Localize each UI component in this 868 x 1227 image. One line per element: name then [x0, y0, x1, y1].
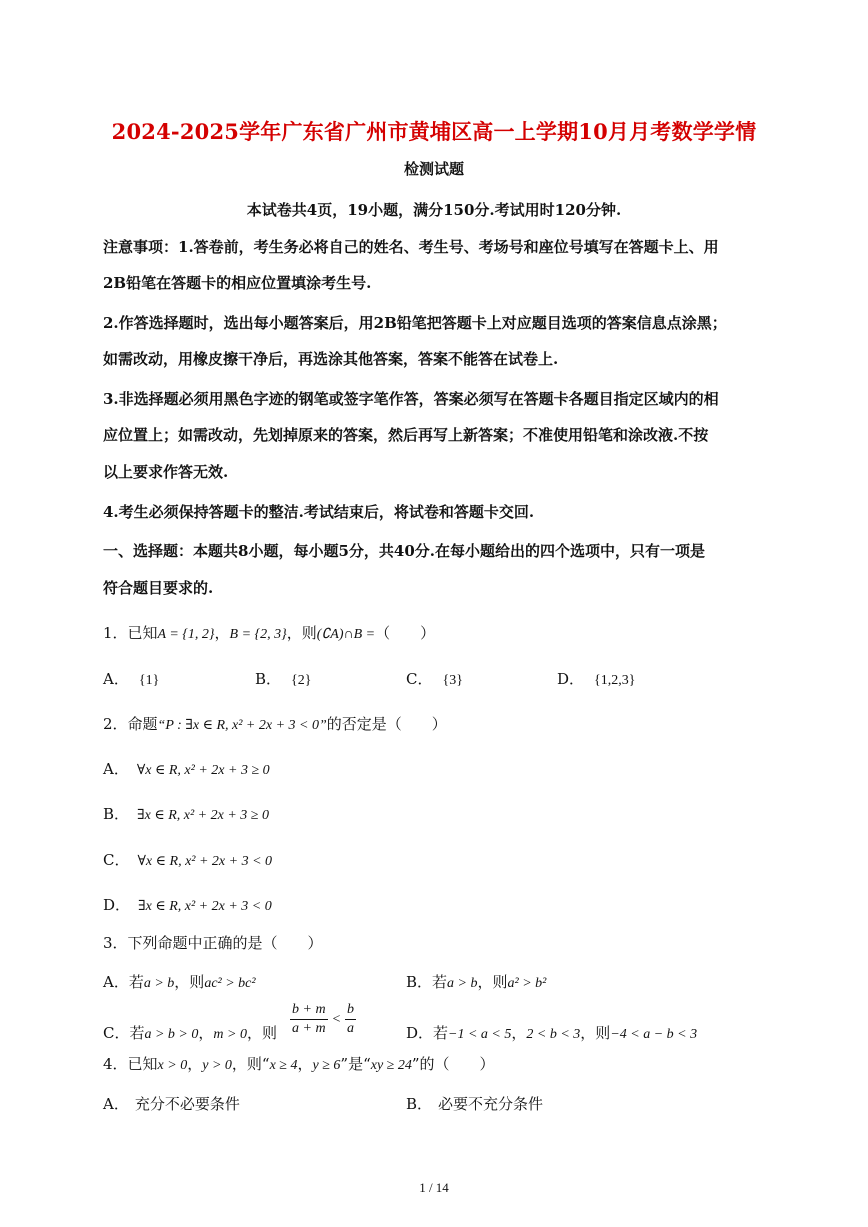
note-3-line-3: 以上要求作答无效. [103, 463, 229, 481]
q3-option-d: D．若−1 < a < 5，2 < b < 3，则−4 < a − b < 3 [406, 1024, 698, 1042]
q1-option-b: B． {2} [255, 670, 312, 688]
note-1-line-1: 注意事项：1.答卷前，考生务必将自己的姓名、考生号、考场号和座位号填写在答题卡上、用 [103, 238, 719, 256]
q1-option-c: C． {3} [406, 670, 463, 688]
question-2: 2．命题“P : ∃x ∈ R, x² + 2x + 3 < 0”的否定是（ ） [103, 715, 447, 733]
question-1: 1．已知A = {1, 2}，B = {2, 3}，则(∁A)∩B =（ ） [103, 624, 436, 642]
q4-option-a: A． 充分不必要条件 [103, 1095, 240, 1113]
q2-option-d: D． ∃x ∈ R, x² + 2x + 3 < 0 [103, 896, 272, 914]
page-number: 1 / 14 [419, 1180, 449, 1195]
q1-set-b: B = {2, 3} [229, 627, 287, 642]
note-1-line-2: 2B铅笔在答题卡的相应位置填涂考生号. [103, 274, 372, 292]
q2-option-c: C． ∀x ∈ R, x² + 2x + 3 < 0 [103, 851, 273, 869]
page-title: 2024-2025学年广东省广州市黄埔区高一上学期10月月考数学学情 [111, 119, 757, 144]
q1-set-a: A = {1, 2} [157, 627, 215, 642]
q3-option-c: C．若a > b > 0，m > 0，则 [103, 1024, 277, 1042]
q1-option-d: D． {1,2,3} [557, 670, 636, 688]
q3-fraction-right: b a [347, 1002, 355, 1036]
note-2-line-1: 2.作答选择题时，选出每小题答案后，用2B铅笔把答题卡上对应题目选项的答案信息点涂黑； [103, 314, 727, 332]
note-3-line-2: 应位置上；如需改动，先划掉原来的答案，然后再写上新答案；不准使用铅笔和涂改液.不按 [103, 426, 709, 444]
q2-option-a: A． ∀x ∈ R, x² + 2x + 3 ≥ 0 [103, 760, 270, 778]
q3-fraction-inequality: b + m a + m < b a [292, 1002, 355, 1036]
section-1-heading: 一、选择题：本题共8小题，每小题5分，共40分.在每小题给出的四个选项中，只有一项是 [103, 542, 705, 560]
q3-fraction-left: b + m a + m [292, 1002, 326, 1036]
q4-option-b: B． 必要不充分条件 [406, 1095, 544, 1113]
q1-stem: 1．已知 [103, 624, 158, 642]
q3-option-b: B．若a > b，则a² > b² [406, 973, 547, 991]
q3-option-a: A．若a > b，则ac² > bc² [103, 973, 256, 991]
q1-option-a: A． {1} [103, 670, 160, 688]
q2-proposition: “P : ∃x ∈ R, x² + 2x + 3 < 0” [157, 718, 327, 733]
note-2-line-2: 如需改动，用橡皮擦干净后，再选涂其他答案，答案不能答在试卷上. [103, 350, 559, 368]
question-4: 4．已知x > 0，y > 0，则“x ≥ 4，y ≥ 6”是“xy ≥ 24”的（ ） [103, 1055, 495, 1073]
exam-info: 本试卷共4页，19小题，满分150分.考试用时120分钟. [246, 201, 622, 219]
section-1-heading-cont: 符合题目要求的. [103, 579, 214, 597]
page-subtitle: 检测试题 [403, 160, 464, 178]
note-4: 4.考生必须保持答题卡的整洁.考试结束后，将试卷和答题卡交回. [103, 503, 535, 521]
question-3: 3．下列命题中正确的是（ ） [103, 934, 323, 952]
q2-option-b: B． ∃x ∈ R, x² + 2x + 3 ≥ 0 [103, 805, 269, 823]
q1-answer-blank: （ ） [375, 624, 436, 642]
q1-expression: (∁A)∩B = [316, 627, 376, 642]
note-3-line-1: 3.非选择题必须用黑色字迹的钢笔或签字笔作答，答案必须写在答题卡各题目指定区域内的相 [103, 390, 719, 408]
